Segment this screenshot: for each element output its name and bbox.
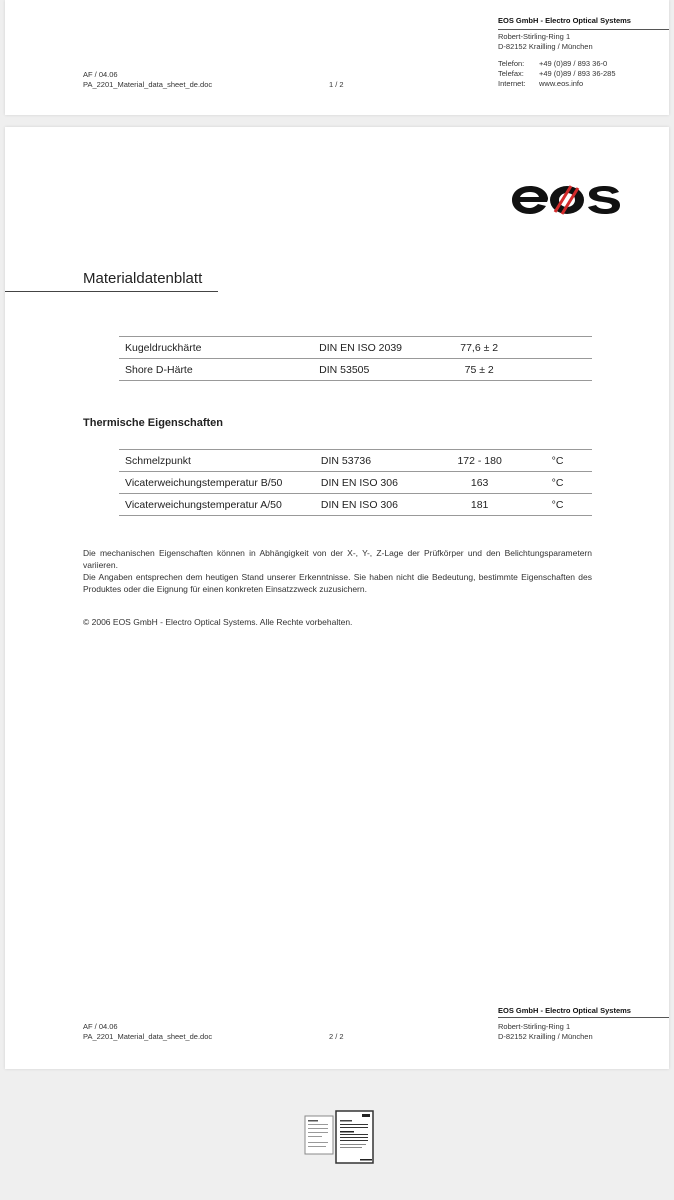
- contact-value: +49 (0)89 / 893 36-285: [539, 69, 616, 78]
- property-name: Kugeldruckhärte: [119, 337, 313, 359]
- property-unit: °C: [517, 450, 592, 472]
- property-value: 77,6 ± 2: [435, 337, 517, 359]
- property-name: Schmelzpunkt: [119, 450, 315, 472]
- property-value: 172 - 180: [436, 450, 517, 472]
- title-underline: [5, 291, 218, 292]
- contact-value: +49 (0)89 / 893 36-0: [539, 59, 608, 68]
- address-line-2: D-82152 Krailling / München: [498, 1032, 593, 1041]
- table-row: [119, 472, 592, 494]
- property-value: 163: [436, 472, 517, 494]
- contact-row: [498, 79, 616, 89]
- address-line-1: Robert-Stirling-Ring 1: [498, 1022, 571, 1031]
- header-rule: [498, 29, 669, 30]
- contact-table: [498, 59, 616, 89]
- company-name: EOS GmbH - Electro Optical Systems: [498, 16, 631, 25]
- property-value: 181: [436, 494, 517, 516]
- property-unit: °C: [517, 494, 592, 516]
- property-name: Vicaterweichungstemperatur A/50: [119, 494, 315, 516]
- page-thumbnails[interactable]: [304, 1110, 376, 1166]
- note-paragraph: Die mechanischen Eigenschaften können in Abhängigkeit von der X-, Y-, Z-Lage der Prüfkörper und den Belichtungsparametern variieren.: [83, 548, 592, 570]
- contact-value: www.eos.info: [539, 79, 584, 88]
- eos-logo: [511, 178, 621, 222]
- footer-rule: [498, 1017, 669, 1018]
- document-page-1: [5, 0, 669, 115]
- footer-filename: PA_2201_Material_data_sheet_de.doc: [83, 1032, 213, 1041]
- property-unit: [517, 337, 592, 359]
- thumbnail-page-1[interactable]: [305, 1116, 333, 1154]
- address-line-2: D-82152 Krailling / München: [498, 42, 593, 51]
- table-row: [119, 494, 592, 516]
- page-number: 2 / 2: [329, 1032, 344, 1041]
- property-name: Shore D-Härte: [119, 359, 313, 381]
- contact-row: [498, 69, 616, 79]
- property-name: Vicaterweichungstemperatur B/50: [119, 472, 315, 494]
- page-thumbnails-icon: [304, 1110, 376, 1166]
- mechanical-properties-table: [119, 336, 592, 381]
- section-heading-thermal: Thermische Eigenschaften: [83, 417, 223, 429]
- test-standard: DIN EN ISO 2039: [313, 337, 435, 359]
- thermal-properties-table: [119, 449, 592, 516]
- test-standard: DIN 53736: [315, 450, 436, 472]
- page-number: 1 / 2: [329, 80, 344, 89]
- table-row: [119, 337, 592, 359]
- test-standard: DIN EN ISO 306: [315, 472, 436, 494]
- contact-label: Telefon:: [498, 59, 525, 68]
- test-standard: DIN EN ISO 306: [315, 494, 436, 516]
- property-unit: [517, 359, 592, 381]
- contact-row: [498, 59, 616, 69]
- footer-version: AF / 04.06: [83, 70, 118, 79]
- copyright-notice: © 2006 EOS GmbH - Electro Optical Systems. Alle Rechte vorbehalten.: [83, 617, 353, 627]
- test-standard: DIN 53505: [313, 359, 435, 381]
- property-value: 75 ± 2: [435, 359, 517, 381]
- footer-filename: PA_2201_Material_data_sheet_de.doc: [83, 80, 213, 89]
- table-row: [119, 359, 592, 381]
- company-name: EOS GmbH - Electro Optical Systems: [498, 1006, 631, 1015]
- thumbnail-page-2[interactable]: [336, 1111, 373, 1163]
- disclaimer-notes: [83, 547, 592, 595]
- eos-logo-icon: [511, 178, 621, 222]
- table-row: [119, 450, 592, 472]
- note-paragraph: Die Angaben entsprechen dem heutigen Stand unserer Erkenntnisse. Sie haben nicht die Bedeutung, bestimmte Eigenschaften des Produktes oder die Eignung für einen konkreten Einsatzzweck zuzusichern.: [83, 572, 592, 594]
- property-unit: °C: [517, 472, 592, 494]
- contact-label: Internet:: [498, 79, 526, 88]
- footer-version: AF / 04.06: [83, 1022, 118, 1031]
- document-page-2: [5, 127, 669, 1069]
- page-title: Materialdatenblatt: [83, 270, 203, 287]
- address-line-1: Robert-Stirling-Ring 1: [498, 32, 571, 41]
- contact-label: Telefax:: [498, 69, 524, 78]
